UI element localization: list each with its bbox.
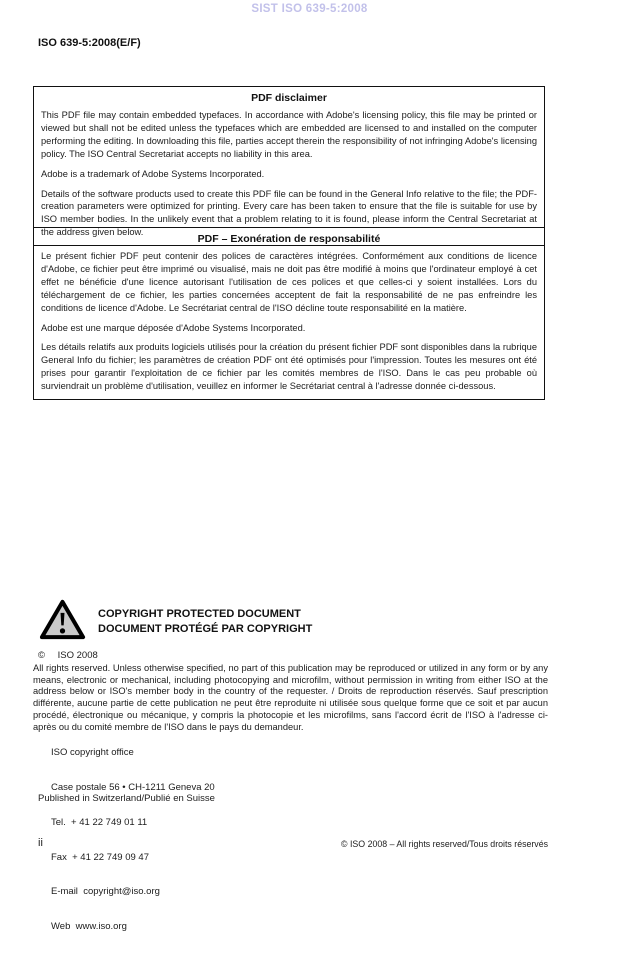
disclaimer-paragraph: Details of the software products used to create this PDF file can be found in the General Info relative to the file; the PDF-creation parameters were optimized for printing. Every care has been taken to ensure that the file is suitable for use by ISO member bodies. In the unlikely event that a problem relating to it is found, please inform the Central Secretariat at the address given below. (41, 188, 537, 238)
copyright-symbol: © (38, 650, 45, 661)
contact-line-email: E-mail copyright@iso.org (51, 886, 160, 898)
copyright-heading-en: COPYRIGHT PROTECTED DOCUMENT (98, 608, 301, 620)
warning-triangle-icon (39, 598, 86, 641)
contact-line-web: Web www.iso.org (51, 921, 127, 933)
page-number: ii (38, 837, 43, 849)
watermark-text: SIST ISO 639-5:2008 (251, 3, 368, 15)
disclaimer-paragraph: Adobe est une marque déposée d'Adobe Systems Incorporated. (41, 322, 306, 333)
contact-line-tel: Tel. + 41 22 749 01 11 (51, 816, 148, 828)
iso-contact-block (51, 724, 215, 956)
copyright-headings (98, 598, 312, 637)
document-reference: ISO 639-5:2008(E/F) (38, 37, 141, 49)
disclaimer-paragraph: Les détails relatifs aux produits logiciels utilisés pour la création du présent fichier PDF sont disponibles dans la rubrique General Info du fichier; les paramètres de création PDF ont été optimisés pour l'impression. Toutes les mesures ont été prises pour garantir l'exploitation de ce fichier par les comités membres de l'ISO. Dans le cas peu probable où surviendrait un problème d'utilisation, veuillez en informer le Secrétariat central à l'adresse donnée ci-dessous. (41, 342, 537, 392)
footer-copyright-notice: © ISO 2008 – All rights reserved/Tous droits réservés (341, 839, 548, 849)
all-rights-reserved-paragraph: All rights reserved. Unless otherwise specified, no part of this publication may be reproduced or utilized in any form or by any means, electronic or mechanical, including photocopying and microfilm, without permission in writing from either ISO at the address below or ISO's member body in the country of the requester. / Droits de reproduction réservés. Sauf prescription différente, aucune partie de cette publication ne peut être reproduite ni utilisée sous quelque forme que ce soit et par aucun procédé, électronique ou mécanique, y compris la photocopie et les microfilms, sans l'accord écrit de l'ISO à l'adresse ci-après ou du comité membre de l'ISO dans le pays du demandeur. (33, 663, 548, 732)
copyright-heading-fr: DOCUMENT PROTÉGÉ PAR COPYRIGHT (98, 623, 313, 635)
copyright-year: ISO 2008 (57, 650, 98, 661)
pdf-disclaimer-box-french (33, 227, 545, 400)
contact-line-office: ISO copyright office (51, 747, 134, 759)
copyright-year-line (38, 650, 98, 661)
disclaimer-title-fr: PDF – Exonération de responsabilité (197, 233, 381, 245)
published-in-line: Published in Switzerland/Publié en Suisse (38, 793, 215, 804)
disclaimer-paragraph: Adobe is a trademark of Adobe Systems Incorporated. (41, 168, 265, 179)
pdf-disclaimer-box-english (33, 86, 545, 246)
contact-line-address: Case postale 56 • CH-1211 Geneva 20 (51, 781, 215, 793)
disclaimer-title-en: PDF disclaimer (251, 92, 327, 104)
disclaimer-paragraph: Le présent fichier PDF peut contenir des polices de caractères intégrées. Conformément aux conditions de licence d'Adobe, ce fichier peut être imprimé ou visualisé, mais ne doit pas être modifié à moins que l'ordinateur employé à cet effet ne bénéficie d'une licence autorisant l'utilisation de ces polices et que celles-ci y soient installées. Lors du téléchargement de ce fichier, les parties concernées acceptent de fait la responsabilité de ne pas enfreindre les conditions de licence d'Adobe. Le Secrétariat central de l'ISO décline toute responsabilité en la matière. (41, 251, 537, 313)
contact-line-fax: Fax + 41 22 749 09 47 (51, 851, 149, 863)
disclaimer-paragraph: This PDF file may contain embedded typefaces. In accordance with Adobe's licensing policy, this file may be printed or viewed but shall not be edited unless the typefaces which are embedded are licensed to and installed on the computer performing the editing. In downloading this file, parties accept therein the responsibility of not infringing Adobe's licensing policy. The ISO Central Secretariat accepts no liability in this area. (41, 110, 537, 159)
copyright-protected-header (39, 598, 312, 641)
